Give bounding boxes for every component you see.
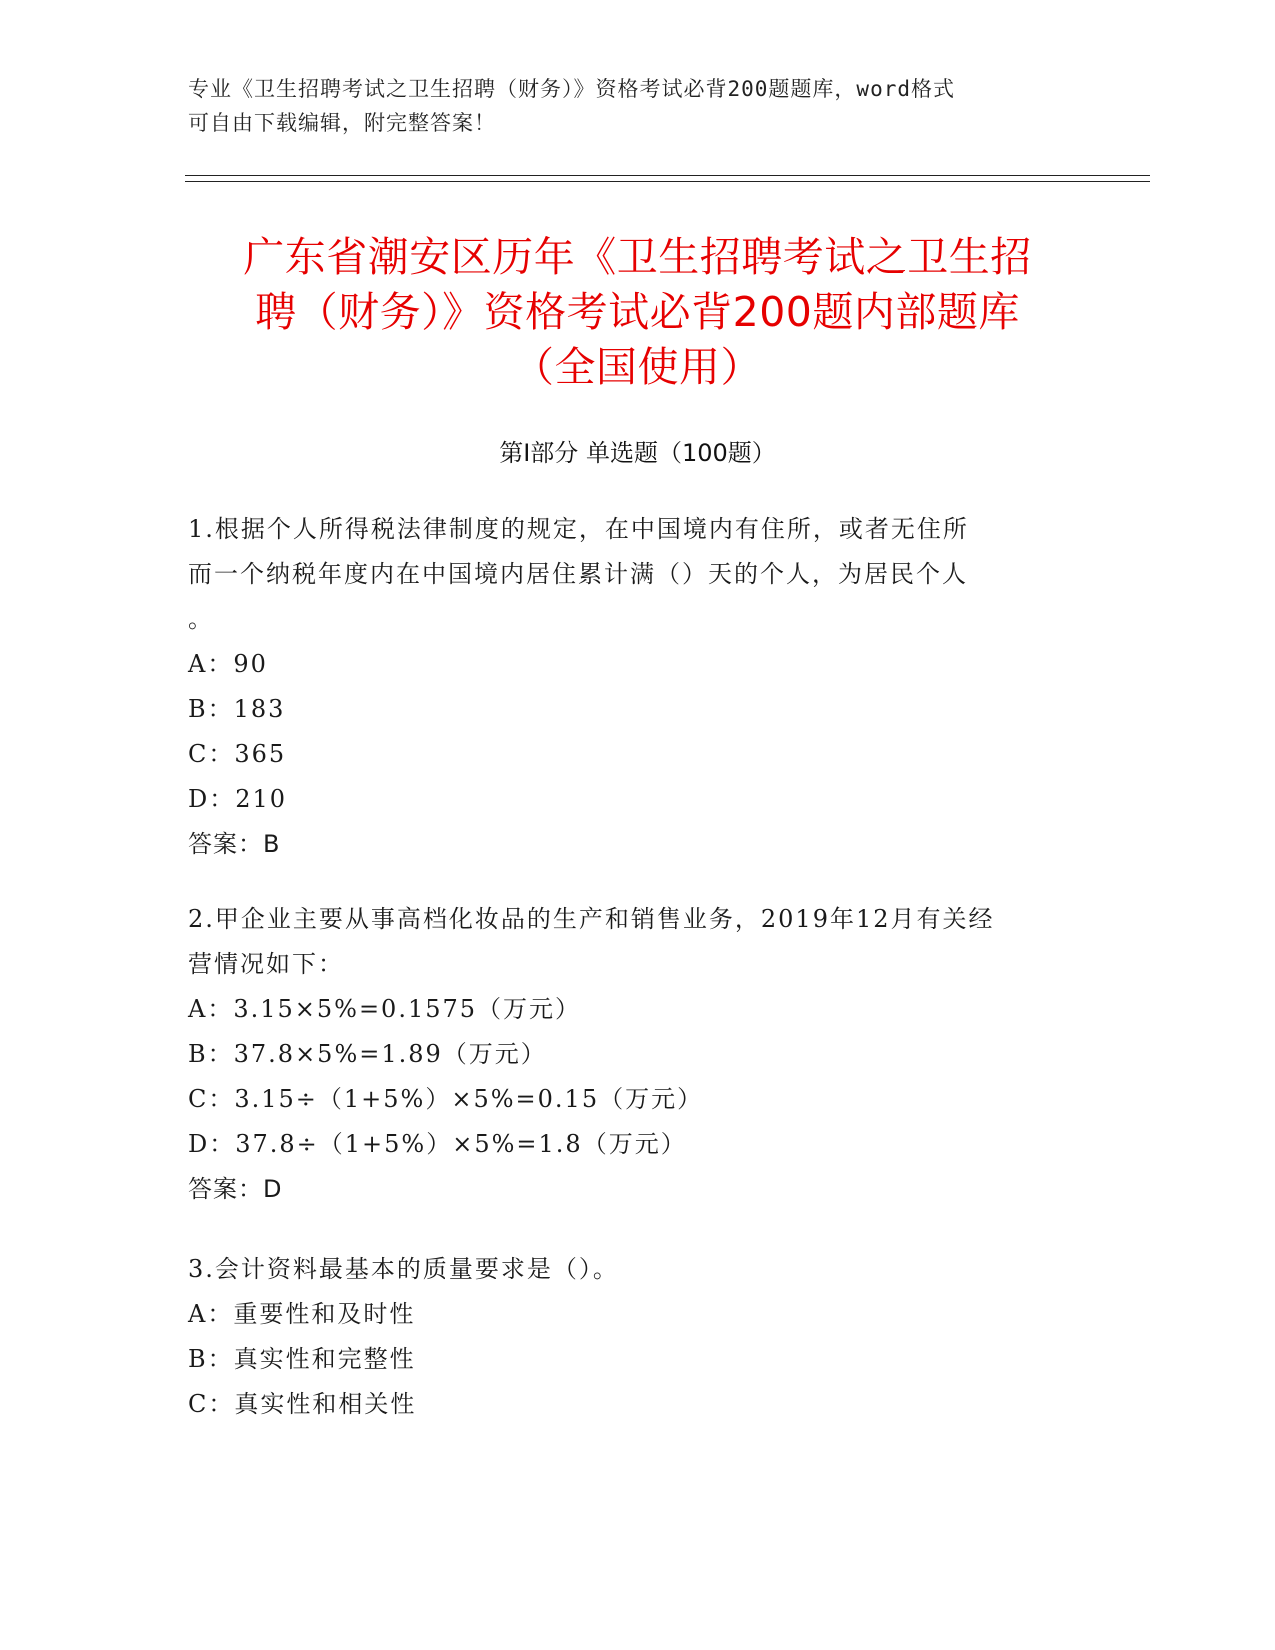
option-b: B：真实性和完整性 (188, 1345, 416, 1373)
option-b: B：183 (188, 695, 286, 723)
option-a: A：重要性和及时性 (188, 1300, 416, 1328)
header-divider-bottom (185, 181, 1150, 182)
header-line-1: 专业《卫生招聘考试之卫生招聘（财务）》资格考试必背200题题库，word格式 (188, 77, 955, 101)
question-stem-line: 1.根据个人所得税法律制度的规定，在中国境内有住所，或者无住所 (188, 515, 969, 543)
question-3 (188, 1247, 1088, 1427)
page-header (188, 72, 1088, 140)
option-b: B：37.8×5%=1.89（万元） (188, 1040, 547, 1068)
answer-label: 答案： (188, 830, 263, 858)
question-2 (188, 897, 1088, 1212)
question-stem-line: 2.甲企业主要从事高档化妆品的生产和销售业务，2019年12月有关经 (188, 905, 995, 933)
option-a: A：90 (188, 650, 268, 678)
document-title-line-1: 广东省潮安区历年《卫生招聘考试之卫生招 (243, 233, 1032, 281)
answer (188, 1167, 1088, 1212)
question-stem-line: 。 (188, 605, 214, 633)
answer-label: 答案： (188, 1175, 263, 1203)
question-stem-line: 营情况如下： (188, 950, 344, 978)
answer (188, 822, 1088, 867)
option-a: A：3.15×5%=0.1575（万元） (188, 995, 582, 1023)
answer-value: D (263, 1175, 283, 1203)
option-c: C：3.15÷（1+5%）×5%=0.15（万元） (188, 1085, 704, 1113)
question-stem-line: 而一个纳税年度内在中国境内居住累计满（）天的个人，为居民个人 (188, 560, 968, 588)
option-c: C：真实性和相关性 (188, 1390, 417, 1418)
document-title-line-3: （全国使用） (513, 343, 762, 391)
question-1 (188, 507, 1088, 867)
section-title: 第Ⅰ部分 单选题（100题） (499, 439, 776, 467)
option-c: C：365 (188, 740, 287, 768)
option-d: D：37.8÷（1+5%）×5%=1.8（万元） (188, 1130, 687, 1158)
document-title (160, 230, 1115, 395)
header-divider-top (185, 175, 1150, 176)
header-line-2: 可自由下载编辑，附完整答案！ (188, 111, 496, 135)
question-stem-line: 3.会计资料最基本的质量要求是（）。 (188, 1255, 619, 1283)
document-title-line-2: 聘（财务）》资格考试必背200题内部题库 (255, 288, 1020, 336)
answer-value: B (263, 830, 281, 858)
option-d: D：210 (188, 785, 288, 813)
